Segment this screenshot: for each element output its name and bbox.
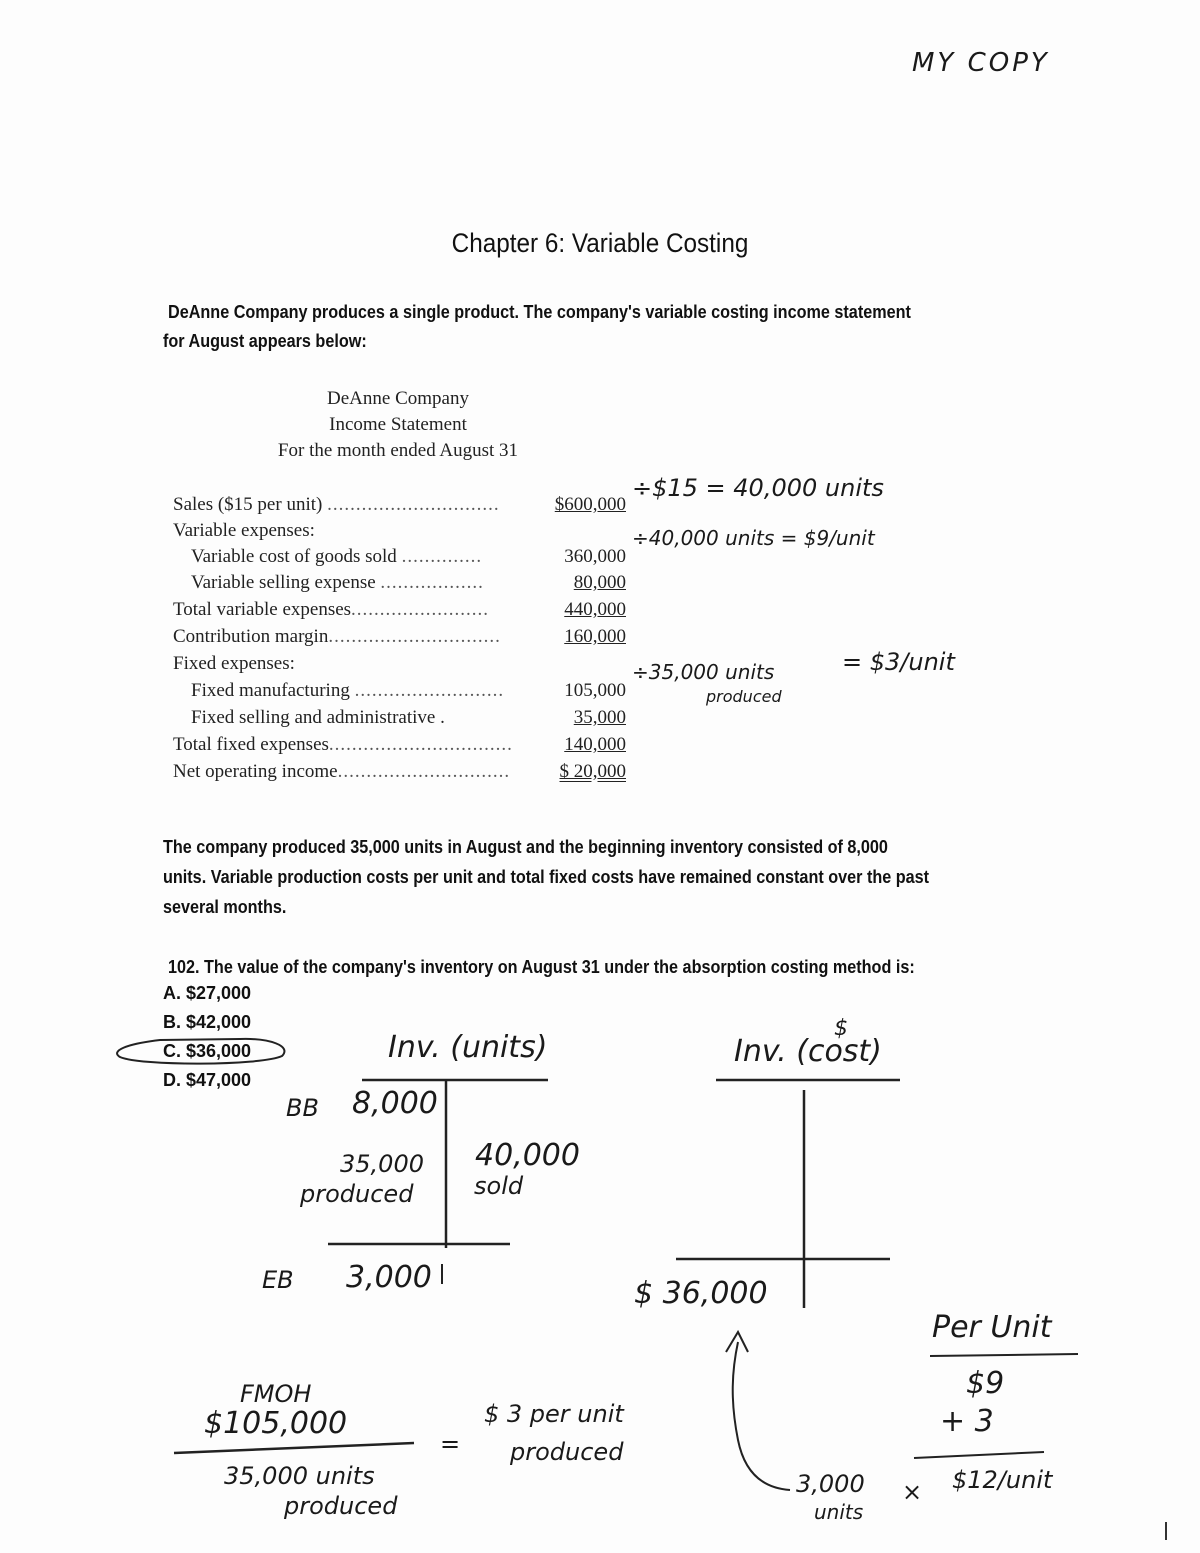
inv-units-title: Inv. (units) — [388, 1030, 548, 1065]
row-amount: 440,000 — [564, 599, 626, 620]
inv-cost-title: Inv. (cost) — [734, 1034, 882, 1069]
row-amount: 35,000 — [573, 707, 626, 728]
per-unit-fixed: + 3 — [940, 1404, 994, 1439]
row-label: Variable cost of goods sold .............. — [191, 546, 483, 567]
row-label: Total fixed expenses................................ — [173, 734, 513, 755]
info-line-1: The company produced 35,000 units in August and the beginning inventory consisted of 8,000 — [163, 837, 888, 857]
row-amount: 80,000 — [573, 572, 626, 593]
row-label: Total variable expenses........................ — [173, 599, 490, 620]
statement-period: For the month ended August 31 — [277, 440, 519, 461]
eb-units-calc: 3,000 — [796, 1470, 865, 1498]
row-label: Variable selling expense .................. — [191, 572, 484, 593]
fmoh-units-sub: produced — [284, 1492, 398, 1520]
row-amount: 105,000 — [564, 680, 626, 701]
curved-arrow — [733, 1342, 790, 1490]
row-label: Sales ($15 per unit) .............................. — [173, 494, 500, 515]
row-label: Net operating income.............................. — [173, 761, 511, 782]
row-label: Fixed selling and administrative . — [191, 707, 445, 728]
statement-name: Income Statement — [329, 414, 467, 435]
fmoh-fraction-line — [174, 1443, 414, 1453]
row-amount: $ 20,000 — [559, 761, 626, 782]
eb-units: 3,000 — [346, 1260, 432, 1295]
note-sales-division: ÷$15 = 40,000 units — [632, 474, 884, 502]
fmoh-label: FMOH — [240, 1380, 312, 1408]
option-b: B. $42,000 — [163, 1012, 252, 1032]
fmoh-rate: $ 3 per unit — [484, 1400, 624, 1428]
page-title: Chapter 6: Variable Costing — [451, 228, 749, 258]
inv-cost-dollar: $ — [834, 1016, 848, 1041]
bb-units: 8,000 — [352, 1086, 438, 1121]
intro-line-1: DeAnne Company produces a single product. The company's variable costing income statement — [168, 302, 911, 322]
row-amount: 160,000 — [564, 626, 626, 647]
row-label: Contribution margin.............................. — [173, 626, 501, 647]
option-a: A. $27,000 — [163, 983, 252, 1003]
answer-circle — [117, 1039, 284, 1064]
question-text: 102. The value of the company's inventory on August 31 under the absorption costing method is: — [168, 957, 915, 977]
fmoh-equals: = — [440, 1430, 461, 1458]
fmoh-amount: $105,000 — [204, 1406, 348, 1441]
note-fixed-result: = $3/unit — [842, 648, 955, 676]
eb-units-calc-sub: units — [814, 1500, 864, 1524]
produced-units: 35,000 — [340, 1150, 424, 1178]
per-unit-sum-line — [914, 1452, 1044, 1458]
note-vcogs-division: ÷40,000 units = $9/unit — [632, 526, 875, 550]
note-fixed-division: ÷35,000 units — [632, 660, 775, 684]
row-label: Variable expenses: — [173, 520, 315, 541]
option-c: C. $36,000 — [163, 1041, 252, 1061]
per-unit-title: Per Unit — [932, 1310, 1052, 1345]
per-unit-variable: $9 — [966, 1366, 1005, 1401]
eb-cost: $ 36,000 — [634, 1276, 768, 1311]
note-fixed-division-sub: produced — [706, 687, 782, 706]
times-sign: × — [902, 1478, 923, 1506]
fmoh-units: 35,000 units — [224, 1462, 375, 1490]
produced-word: produced — [300, 1180, 414, 1208]
row-amount: $600,000 — [554, 494, 626, 515]
info-line-2: units. Variable production costs per unit and total fixed costs have remained constant over the past — [163, 867, 930, 887]
info-line-3: several months. — [163, 897, 287, 917]
per-unit-total: $12/unit — [952, 1466, 1053, 1494]
sold-word: sold — [474, 1172, 524, 1200]
intro-line-2: for August appears below: — [163, 331, 367, 351]
bb-label: BB — [286, 1094, 319, 1122]
row-label: Fixed expenses: — [173, 653, 295, 674]
row-amount: 360,000 — [564, 546, 626, 567]
statement-company: DeAnne Company — [327, 388, 469, 409]
row-amount: 140,000 — [564, 734, 626, 755]
sold-units: 40,000 — [475, 1138, 580, 1173]
fmoh-rate-sub: produced — [510, 1438, 624, 1466]
eb-label: EB — [262, 1266, 294, 1294]
row-label: Fixed manufacturing .......................... — [191, 680, 505, 701]
per-unit-underline — [930, 1354, 1078, 1356]
my-copy-note: MY COPY — [912, 48, 1050, 78]
option-d: D. $47,000 — [163, 1070, 252, 1090]
